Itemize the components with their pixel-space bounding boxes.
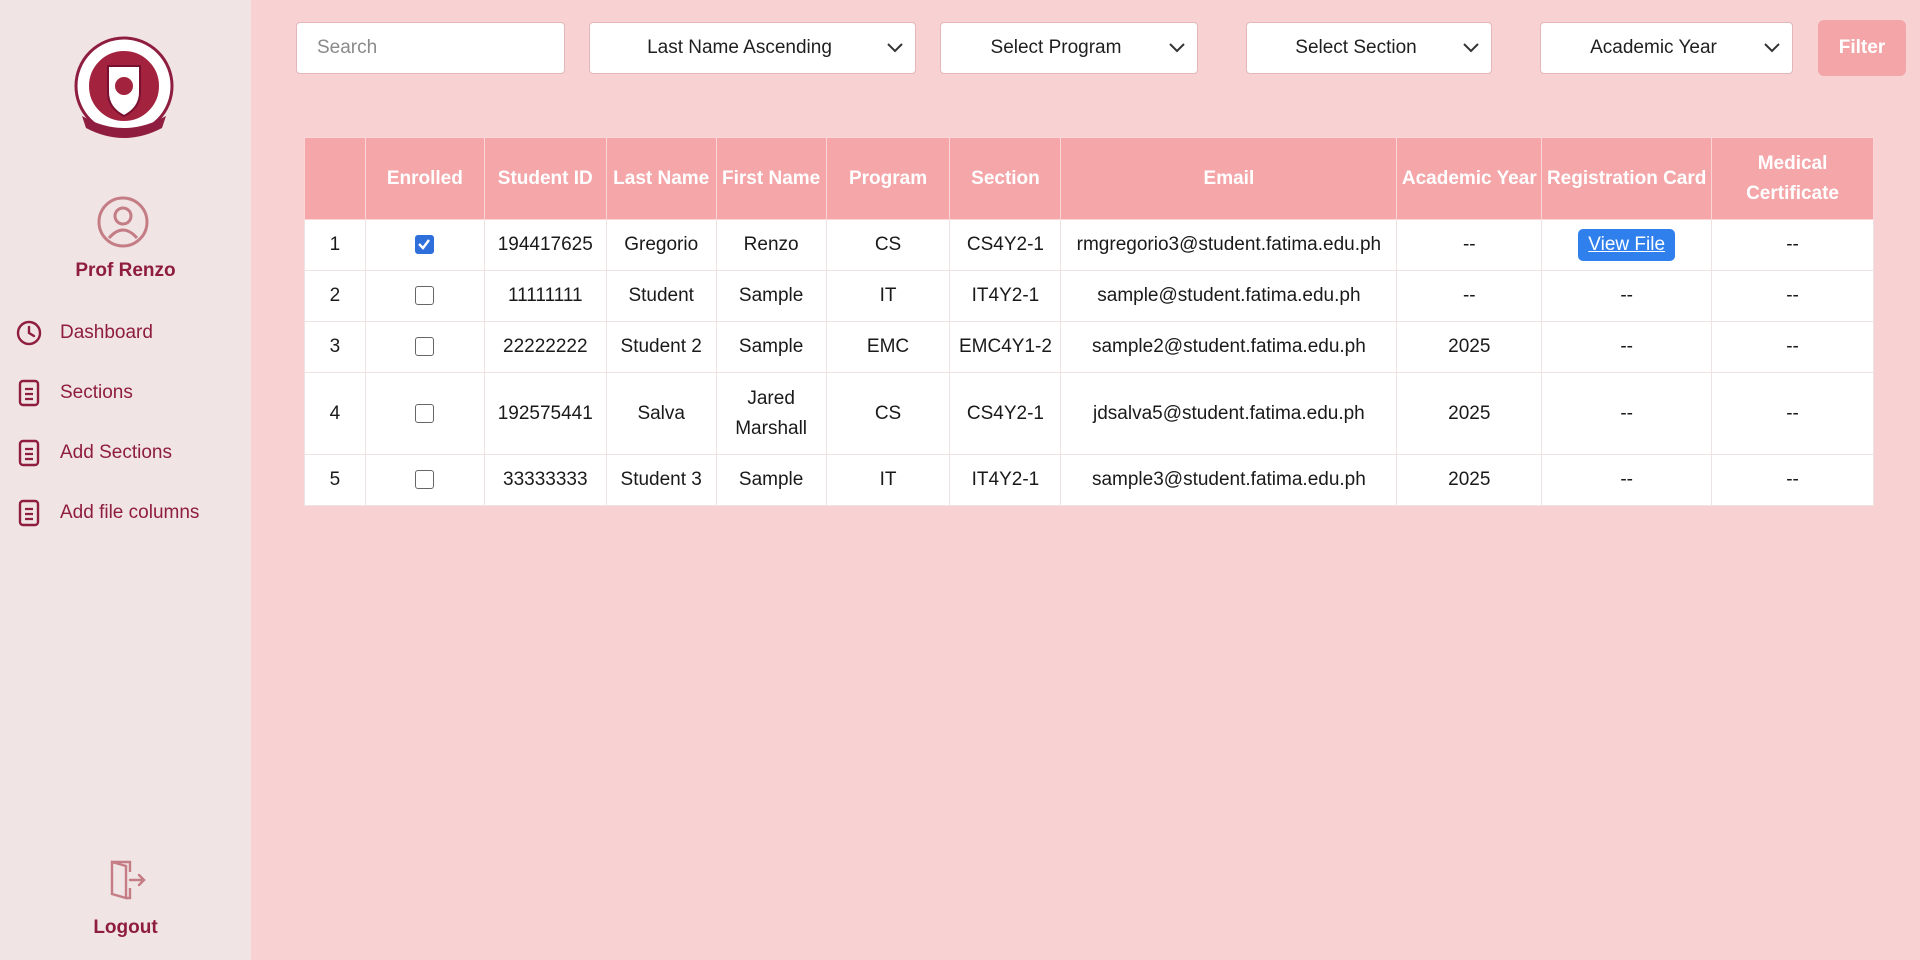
email: rmgregorio3@student.fatima.edu.ph <box>1061 220 1397 271</box>
student-id: 11111111 <box>484 271 606 322</box>
student-id: 194417625 <box>484 220 606 271</box>
last-name: Student 3 <box>606 455 716 506</box>
search-input[interactable] <box>317 37 547 59</box>
program: IT <box>826 271 950 322</box>
col-header-enrolled: Enrolled <box>365 138 484 220</box>
row-number: 1 <box>305 220 366 271</box>
sidebar-item-add-file-columns[interactable] <box>16 493 199 533</box>
row-number: 2 <box>305 271 366 322</box>
table-row <box>305 322 1874 373</box>
student-id: 33333333 <box>484 455 606 506</box>
table-header-row <box>305 138 1874 220</box>
col-header-registration-card: Registration Card <box>1542 138 1712 220</box>
program: EMC <box>826 322 950 373</box>
chevron-down-icon <box>1752 43 1792 53</box>
last-name: Student <box>606 271 716 322</box>
col-header-student-id: Student ID <box>484 138 606 220</box>
sidebar-item-add-sections[interactable] <box>16 433 172 473</box>
sort-select[interactable] <box>589 22 916 74</box>
enrolled-cell <box>365 271 484 322</box>
section-select[interactable] <box>1246 22 1492 74</box>
section: EMC4Y1-2 <box>950 322 1061 373</box>
section: CS4Y2-1 <box>950 373 1061 455</box>
academic-year-select-value: Academic Year <box>1590 37 1717 58</box>
enrolled-cell <box>365 373 484 455</box>
first-name: Sample <box>716 322 826 373</box>
sidebar <box>0 0 251 960</box>
email: sample@student.fatima.edu.ph <box>1061 271 1397 322</box>
logout-button[interactable] <box>0 858 251 939</box>
academic-year: -- <box>1397 220 1542 271</box>
medical-certificate: -- <box>1712 271 1874 322</box>
registration-card: -- <box>1542 373 1712 455</box>
medical-certificate: -- <box>1712 220 1874 271</box>
program-select[interactable] <box>940 22 1198 74</box>
sidebar-item-label: Add file columns <box>60 502 200 523</box>
col-header-first-name: First Name <box>716 138 826 220</box>
section: CS4Y2-1 <box>950 220 1061 271</box>
col-header-email: Email <box>1061 138 1397 220</box>
col-header-program: Program <box>826 138 950 220</box>
first-name: Renzo <box>716 220 826 271</box>
medical-certificate: -- <box>1712 455 1874 506</box>
registration-card-cell <box>1542 220 1712 271</box>
last-name: Gregorio <box>606 220 716 271</box>
academic-year: 2025 <box>1397 373 1542 455</box>
program-select-value: Select Program <box>990 37 1122 58</box>
registration-card: -- <box>1542 322 1712 373</box>
col-header-medical-certificate: Medical Certificate <box>1712 138 1874 220</box>
table-row <box>305 271 1874 322</box>
enrolled-cell <box>365 455 484 506</box>
user-name: Prof Renzo <box>75 260 176 281</box>
document-icon <box>16 498 42 528</box>
enrolled-cell <box>365 220 484 271</box>
logout-icon <box>104 858 148 907</box>
first-name: Sample <box>716 271 826 322</box>
academic-year: -- <box>1397 271 1542 322</box>
program: CS <box>826 373 950 455</box>
view-file-button[interactable]: View File <box>1578 229 1675 261</box>
email: sample3@student.fatima.edu.ph <box>1061 455 1397 506</box>
sidebar-item-label: Add Sections <box>60 442 172 463</box>
chevron-down-icon <box>875 43 915 53</box>
section: IT4Y2-1 <box>950 455 1061 506</box>
last-name: Salva <box>606 373 716 455</box>
col-header-academic-year: Academic Year <box>1397 138 1542 220</box>
logout-label: Logout <box>93 917 158 938</box>
first-name: Sample <box>716 455 826 506</box>
chevron-down-icon <box>1451 43 1491 53</box>
document-icon <box>16 378 42 408</box>
col-header-section: Section <box>950 138 1061 220</box>
enrolled-checkbox[interactable] <box>415 337 434 356</box>
email: sample2@student.fatima.edu.ph <box>1061 322 1397 373</box>
row-number: 5 <box>305 455 366 506</box>
academic-year-select[interactable] <box>1540 22 1793 74</box>
medical-certificate: -- <box>1712 373 1874 455</box>
col-header-last-name: Last Name <box>606 138 716 220</box>
program: IT <box>826 455 950 506</box>
sidebar-item-label: Sections <box>60 382 133 403</box>
section-select-value: Select Section <box>1295 37 1417 58</box>
enrolled-checkbox[interactable] <box>415 235 434 254</box>
students-table <box>304 137 1874 506</box>
search-box[interactable] <box>296 22 565 74</box>
enrolled-checkbox[interactable] <box>415 286 434 305</box>
clock-icon <box>16 318 42 348</box>
program: CS <box>826 220 950 271</box>
avatar-icon <box>97 196 149 248</box>
enrolled-checkbox[interactable] <box>415 404 434 423</box>
filter-button[interactable]: Filter <box>1818 20 1906 76</box>
academic-year: 2025 <box>1397 455 1542 506</box>
table-row <box>305 455 1874 506</box>
enrolled-cell <box>365 322 484 373</box>
email: jdsalva5@student.fatima.edu.ph <box>1061 373 1397 455</box>
student-id: 22222222 <box>484 322 606 373</box>
document-icon <box>16 438 42 468</box>
table-row <box>305 220 1874 271</box>
registration-card: -- <box>1542 455 1712 506</box>
sidebar-item-label: Dashboard <box>60 322 153 343</box>
sidebar-item-sections[interactable] <box>16 373 133 413</box>
registration-card: -- <box>1542 271 1712 322</box>
enrolled-checkbox[interactable] <box>415 470 434 489</box>
last-name: Student 2 <box>606 322 716 373</box>
col-header-number <box>305 138 366 220</box>
sidebar-item-dashboard[interactable] <box>16 313 153 353</box>
university-logo <box>74 36 174 142</box>
row-number: 4 <box>305 373 366 455</box>
medical-certificate: -- <box>1712 322 1874 373</box>
chevron-down-icon <box>1157 43 1197 53</box>
first-name: Jared Marshall <box>716 373 826 455</box>
student-id: 192575441 <box>484 373 606 455</box>
sort-select-value: Last Name Ascending <box>647 37 832 58</box>
row-number: 3 <box>305 322 366 373</box>
section: IT4Y2-1 <box>950 271 1061 322</box>
academic-year: 2025 <box>1397 322 1542 373</box>
table-row <box>305 373 1874 455</box>
